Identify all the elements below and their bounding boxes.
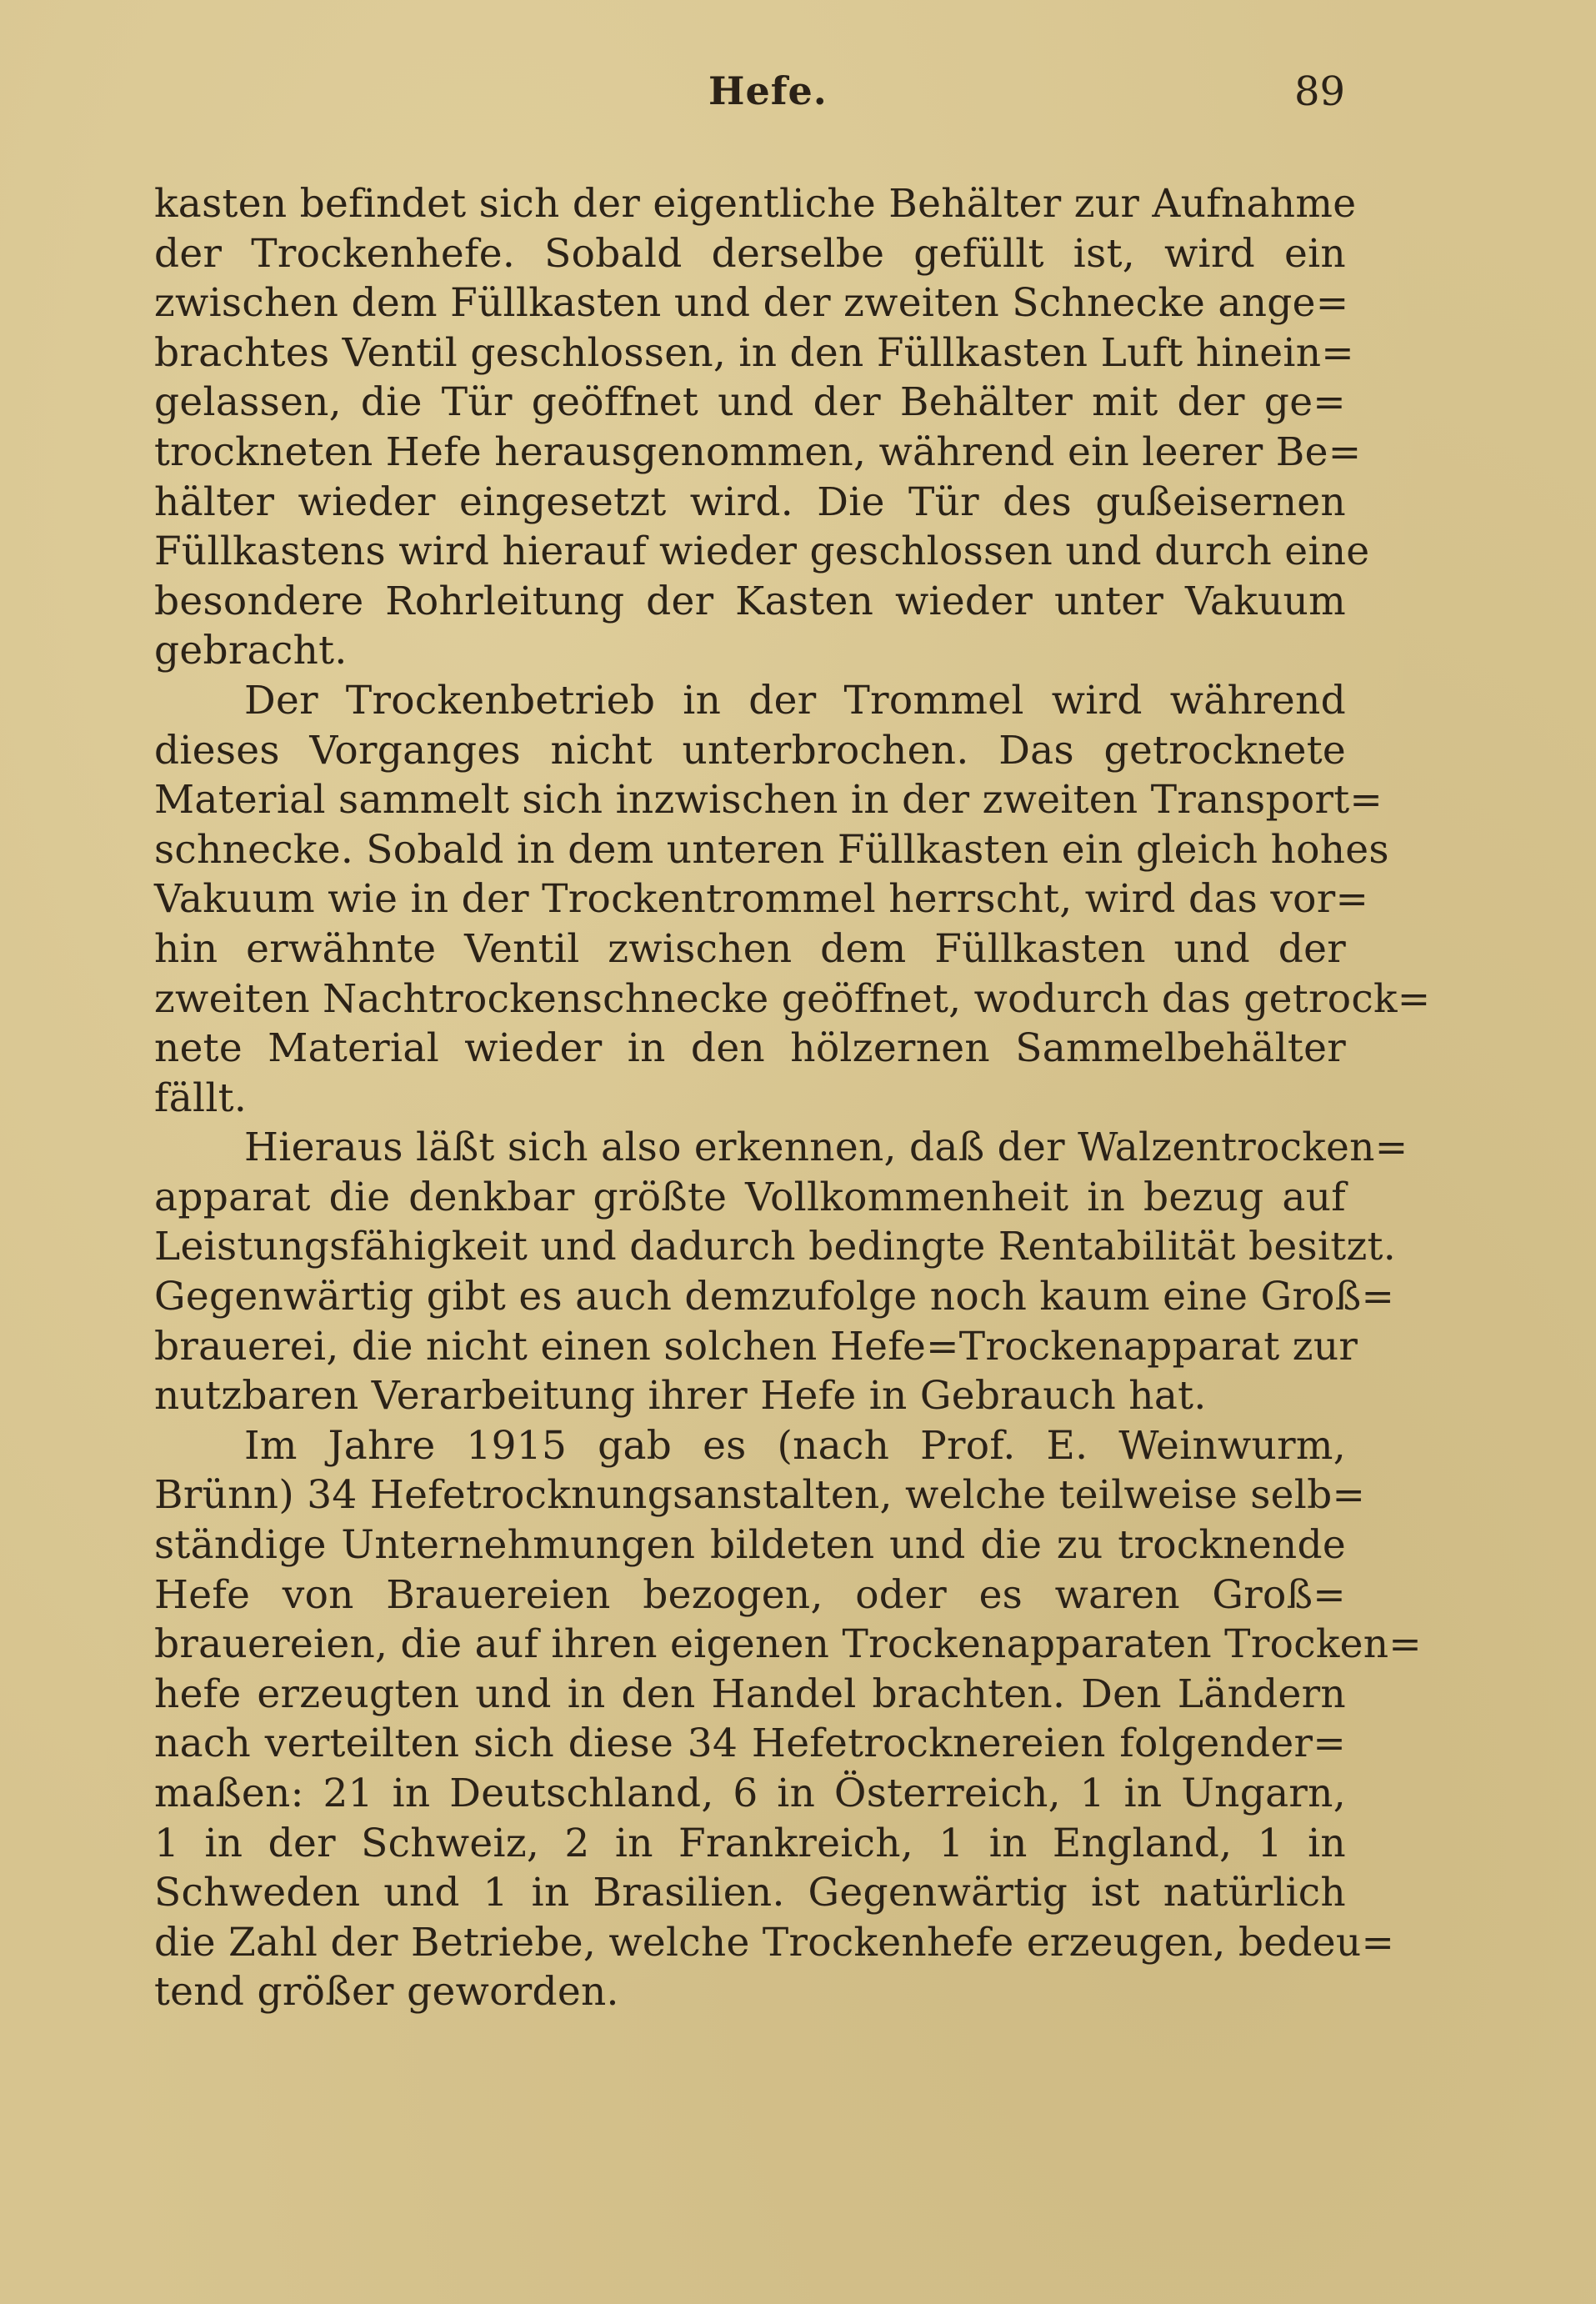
text-line: hälter wieder eingesetzt wird. Die Tür des gußeisernen xyxy=(154,478,1346,525)
text-line: Brünn) 34 Hefetrocknungsanstalten, welche teilweise selb= xyxy=(154,1472,1366,1519)
text-line: brauereien, die auf ihren eigenen Trockenapparaten Trocken= xyxy=(154,1621,1422,1668)
text-line: der Trockenhefe. Sobald derselbe gefüllt ist, wird ein xyxy=(154,230,1346,277)
text-line: brachtes Ventil geschlossen, in den Füllkasten Luft hinein= xyxy=(154,329,1354,376)
text-line: schnecke. Sobald in dem unteren Füllkasten ein gleich hohes xyxy=(154,826,1389,873)
text-line: zweiten Nachtrockenschnecke geöffnet, wodurch das getrock= xyxy=(154,975,1431,1022)
text-line: Schweden und 1 in Brasilien. Gegenwärtig ist natürlich xyxy=(154,1870,1346,1916)
text-line: Material sammelt sich inzwischen in der zweiten Transport= xyxy=(154,777,1383,824)
text-line: kasten befindet sich der eigentliche Behälter zur Aufnahme xyxy=(154,181,1357,227)
text-line: brauerei, die nicht einen solchen Hefe=Trockenapparat zur xyxy=(154,1323,1358,1370)
text-line: fällt. xyxy=(154,1074,248,1121)
page-number: 89 xyxy=(1294,68,1346,115)
text-line: 1 in der Schweiz, 2 in Frankreich, 1 in England, 1 in xyxy=(154,1820,1346,1866)
text-line: Hefe von Brauereien bezogen, oder es waren Groß= xyxy=(154,1571,1346,1618)
paragraph-first-line: Der Trockenbetrieb in der Trommel wird während xyxy=(244,677,1346,724)
text-line: hin erwähnte Ventil zwischen dem Füllkasten und der xyxy=(154,925,1346,972)
text-line: Vakuum wie in der Trockentrommel herrscht, wird das vor= xyxy=(154,876,1369,923)
text-line: besondere Rohrleitung der Kasten wieder unter Vakuum xyxy=(154,578,1346,624)
text-line: nutzbaren Verarbeitung ihrer Hefe in Gebrauch hat. xyxy=(154,1373,1207,1420)
text-line: dieses Vorganges nicht unterbrochen. Das getrocknete xyxy=(154,727,1346,774)
text-line: trockneten Hefe herausgenommen, während ein leerer Be= xyxy=(154,428,1362,475)
text-line: ständige Unternehmungen bildeten und die zu trocknende xyxy=(154,1522,1346,1569)
body-text xyxy=(154,179,1431,2017)
paragraph-first-line: Im Jahre 1915 gab es (nach Prof. E. Weinwurm, xyxy=(244,1422,1346,1469)
text-line: zwischen dem Füllkasten und der zweiten Schnecke ange= xyxy=(154,280,1349,327)
text-line: die Zahl der Betriebe, welche Trockenhefe erzeugen, bedeu= xyxy=(154,1919,1395,1966)
text-line: hefe erzeugten und in den Handel brachten. Den Ländern xyxy=(154,1670,1346,1717)
running-head-title: Hefe. xyxy=(708,68,828,113)
text-line: Füllkastens wird hierauf wieder geschlossen und durch eine xyxy=(154,528,1370,575)
text-line: maßen: 21 in Deutschland, 6 in Österreich, 1 in Ungarn, xyxy=(154,1771,1346,1816)
text-line: nete Material wieder in den hölzernen Sammelbehälter xyxy=(154,1025,1346,1072)
text-line: nach verteilten sich diese 34 Hefetrocknereien folgender= xyxy=(154,1720,1346,1767)
text-line: gelassen, die Tür geöffnet und der Behälter mit der ge= xyxy=(154,379,1346,426)
text-line: tend größer geworden. xyxy=(154,1969,619,2016)
text-line: Leistungsfähigkeit und dadurch bedingte Rentabilität besitzt. xyxy=(154,1224,1396,1270)
text-line: apparat die denkbar größte Vollkommenheit in bezug auf xyxy=(154,1174,1346,1220)
running-head xyxy=(0,68,1596,127)
text-line: gebracht. xyxy=(154,628,348,674)
paragraph-first-line: Hieraus läßt sich also erkennen, daß der Walzentrocken= xyxy=(244,1124,1408,1171)
text-line: Gegenwärtig gibt es auch demzufolge noch kaum eine Groß= xyxy=(154,1274,1395,1320)
